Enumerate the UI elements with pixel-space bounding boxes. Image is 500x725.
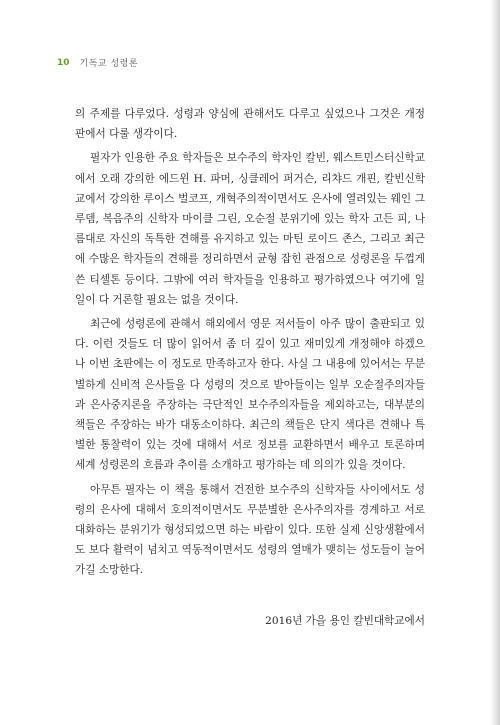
body-text bbox=[75, 104, 425, 585]
signature-line: 2016년 가을 용인 칼빈대학교에서 bbox=[265, 615, 425, 627]
page-number: 10 bbox=[57, 57, 70, 68]
paragraph-hope: 아무튼 필자는 이 책을 통해서 건전한 보수주의 신학자들 사이에서도 성령의 은사에 대해서 호의적이면서도 무분별한 은사주의자를 경계하고 서로 대화하는 분위기가 형성되었으면 하는 바람이 있다. 또한 실제 신앙생활에서도 보다 활력이 넘치고 역동적이면서도 성령의 열매가 맺히는 성도들이 늘어가길 소망한다. bbox=[75, 483, 425, 577]
paragraph-continued: 의 주제를 다루었다. 성령과 양심에 관해서도 다루고 싶었으나 그것은 개정판에서 다룰 생각이다. bbox=[75, 108, 425, 141]
paragraph-scholars: 필자가 인용한 주요 학자들은 보수주의 학자인 칼빈, 웨스트민스터신학교에서 오래 강의한 에드윈 H. 파머, 싱클레어 퍼거슨, 리챠드 개핀, 칼빈신학교에서 강의한 루이스 벌코프, 개혁주의적이면서도 은사에 열려있는 웨인 그루뎀, 복음주의 신학자 마이클 그린, 오순절 분위기에 있는 학자 고든 피, 나름대로 자신의 독특한 견해를 유지하고 있는 마틴 로이드 존스, 그리고 최근에 수많은 학자들의 견해를 정리하면서 균형 잡힌 관점으로 성령론을 두껍게 쓴 티셀톤 등이다. 그밖에 여러 학자들을 인용하고 평가하였으나 여기에 일일이 다 거론할 필요는 없을 것이다. bbox=[75, 152, 425, 306]
book-title: 기독교 성령론 bbox=[79, 59, 139, 69]
book-spine-shadow bbox=[490, 0, 500, 725]
paragraph-recent-books: 최근에 성령론에 관해서 해외에서 영문 저서들이 아주 많이 출판되고 있다. 이런 것들도 더 많이 읽어서 좀 더 깊이 있고 재미있게 개정해야 하겠으나 이번 초판에는 이 정도로 만족하고자 한다. 사실 그 내용에 있어서는 무분별하게 신비적 은사들을 다 성령의 것으로 받아들이는 일부 오순절주의자들과 은사중지론을 주장하는 극단적인 보수주의자들을 제외하고는, 대부분의 책들은 주장하는 바가 대동소이하다. 최근의 책들은 단지 색다른 견해나 특별한 통찰력이 있는 것에 대해서 서로 정보를 교환하면서 배우고 토론하며 세계 성령론의 흐름과 추이를 소개하고 평가하는 데 의의가 있을 것이다. bbox=[75, 318, 425, 472]
running-header bbox=[57, 56, 138, 69]
